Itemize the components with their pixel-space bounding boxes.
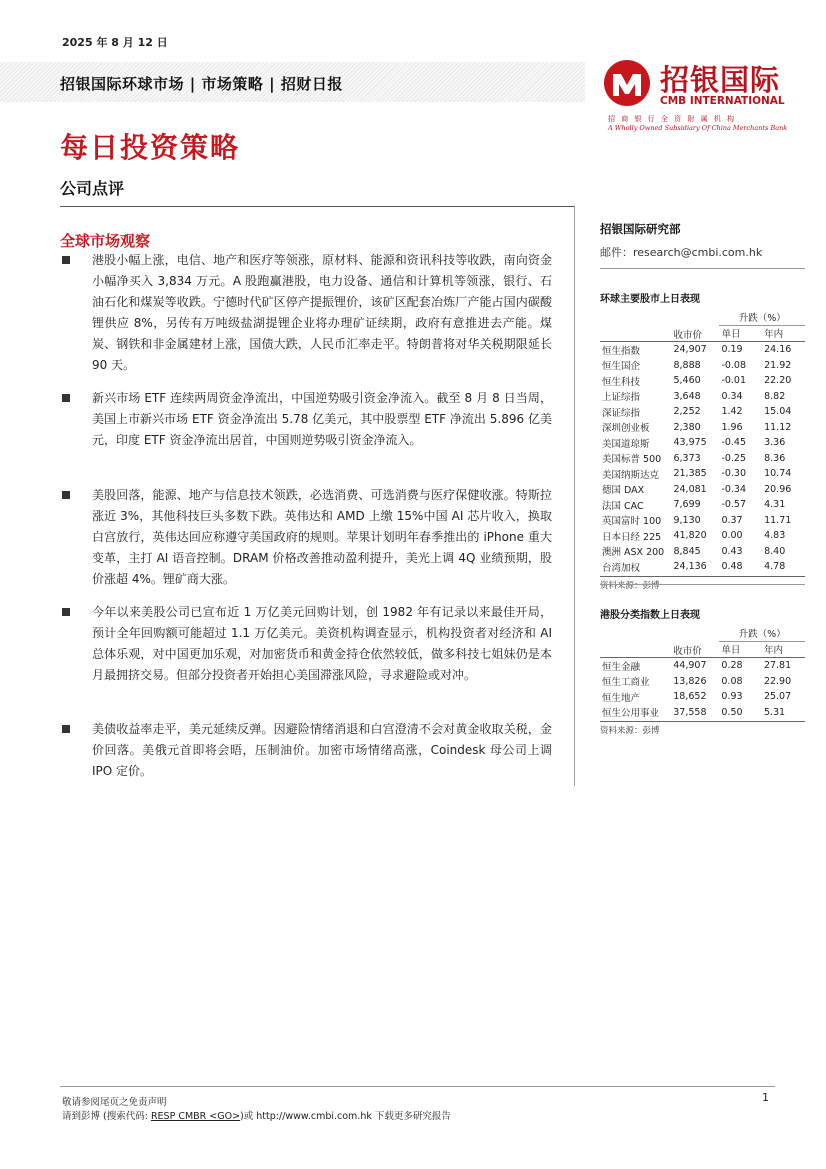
ytd-change: 8.82 (764, 390, 786, 402)
disclaimer-note: 敬请参阅尾页之免责声明 (62, 1097, 167, 1108)
index-name: 恒生金融 (602, 661, 641, 673)
page-number: 1 (762, 1091, 769, 1104)
table-row (600, 658, 805, 674)
index-name: 恒生公用事业 (602, 708, 660, 720)
col-day-header: 单日 (721, 329, 741, 341)
day-change: -0.08 (721, 359, 747, 371)
table-row (600, 358, 805, 374)
day-change: 0.37 (721, 514, 743, 526)
close-value: 37,558 (673, 706, 707, 718)
paragraph-us-stocks: 美股回落，能源、地产与信息技术领跌，必选消费、可选消费与医疗保健收涨。特斯拉涨近 3%，其他科技巨头多数下跌。英伟达和 AMD 上缴 15%中国 AI 芯片收入，换取白宫放行，英伟达回应称遵守美国政府的规则。苹果计划明年春季推出的 iPhone 重大变革，主打 AI 语音控制。DRAM 价格改善推动盈利提升，美光上调 4Q 业绩预期，股价涨超 4%。锂矿商大涨。 (92, 488, 552, 586)
index-name: 恒生工商业 (602, 677, 650, 689)
close-value: 5,460 (673, 375, 701, 387)
day-change: 1.42 (721, 406, 743, 418)
paragraph-em-etf: 新兴市场 ETF 连续两周资金净流出，中国逆势吸引资金净流入。截至 8 月 8 日当周，美国上市新兴市场 ETF 资金净流出 5.78 亿美元，其中股票型 ETF 净流出 5.896 亿美元，印度 ETF 资金净流出居首，中国则逆势吸引资金净流入。 (92, 391, 552, 447)
ytd-change: 4.78 (764, 561, 786, 573)
table-row (600, 513, 805, 529)
index-name: 美国道琼斯 (602, 438, 650, 450)
ytd-change: 10.74 (764, 468, 792, 480)
ytd-change: 27.81 (763, 660, 792, 672)
bloomberg-code-link[interactable]: RESP CMBR <GO> (150, 1111, 241, 1122)
page-subtitle: 公司点评 (60, 179, 125, 198)
ytd-change: 11.71 (764, 514, 792, 526)
ytd-change: 21.92 (764, 359, 792, 371)
day-change: -0.30 (721, 468, 747, 480)
close-value: 24,136 (673, 561, 707, 573)
ytd-change: 11.12 (764, 421, 792, 433)
ytd-change: 20.96 (764, 483, 792, 495)
page-title: 每日投资策略 (60, 131, 241, 164)
ytd-change: 15.04 (764, 406, 792, 418)
divider (600, 268, 805, 269)
col-ytd-header: 年内 (763, 645, 783, 657)
ytd-change: 22.20 (764, 375, 792, 387)
close-value: 3,648 (673, 390, 701, 402)
close-value: 13,826 (673, 675, 707, 687)
table-row (600, 373, 805, 389)
col-close-header: 收市价 (673, 330, 702, 341)
day-change: 0.93 (721, 691, 743, 703)
table-row (600, 497, 805, 513)
table-row (600, 404, 805, 420)
logo-tagline-cn: 招 商 银 行 全 资 附 属 机 构 (608, 115, 737, 123)
close-value: 41,820 (673, 530, 707, 542)
index-name: 深圳创业板 (602, 423, 650, 435)
ytd-change: 22.90 (763, 675, 792, 687)
table-source: 资料来源：彭博 (600, 576, 805, 591)
index-name: 美国纳斯达克 (602, 469, 660, 481)
index-name: 澳洲 ASX 200 (602, 547, 665, 559)
day-change: 0.43 (721, 545, 743, 557)
close-value: 43,975 (673, 437, 707, 449)
close-value: 21,385 (673, 468, 707, 480)
index-name: 台湾加权 (602, 562, 641, 574)
table-title: 港股分类指数上日表现 (600, 610, 700, 621)
day-change: 1.96 (721, 421, 743, 433)
paragraph-bonds-commodities: 美债收益率走平，美元延续反弹。因避险情绪消退和白宫澄清不会对黄金收取关税，金价回落。美俄元首即将会晤，压制油价。加密市场情绪高涨，Coindesk 母公司上调 IPO 定价。 (92, 722, 552, 778)
close-value: 2,380 (673, 421, 701, 433)
footer-download-note (62, 1108, 451, 1122)
bullet-icon (62, 491, 70, 499)
day-change: 0.08 (721, 675, 743, 687)
index-name: 恒生国企 (602, 361, 641, 373)
col-day-header: 单日 (721, 645, 741, 657)
col-ytd-header: 年内 (764, 329, 784, 341)
report-date: 2025 年 8 月 12 日 (62, 36, 168, 49)
day-change: 0.19 (721, 344, 743, 356)
ytd-change: 4.31 (764, 499, 786, 511)
close-value: 24,907 (673, 344, 707, 356)
ytd-change: 8.40 (764, 545, 786, 557)
ytd-change: 24.16 (764, 344, 792, 356)
bullet-icon (62, 394, 70, 402)
table-row (600, 435, 805, 451)
table-row (600, 674, 805, 690)
ytd-change: 8.36 (764, 452, 786, 464)
col-change-header: 升跌（%） (719, 309, 805, 325)
paragraph-buybacks: 今年以来美股公司已宣布近 1 万亿美元回购计划，创 1982 年有记录以来最佳开局，预计全年回购额可能超过 1.1 万亿美元。美资机构调查显示，机构投资者对经济和 AI 总体乐观，对中国更加乐观，对加密货币和黄金持仓依然较低，做多科技七姐妹仍是本月最拥挤交易。但部分投资者开始担心美国滞涨风险，寻求避险或对冲。 (92, 605, 552, 682)
table-title: 环球主要股市上日表现 (600, 294, 700, 305)
close-value: 44,907 (673, 660, 707, 672)
index-name: 英国富时 100 (602, 516, 662, 528)
footer-divider (60, 1086, 775, 1087)
day-change: -0.34 (721, 483, 747, 495)
header-line: 招银国际环球市场 | 市场策略 | 招财日报 (60, 75, 343, 93)
global-markets-table (600, 290, 805, 591)
bullet-icon (62, 256, 70, 264)
hk-sector-table (600, 606, 805, 736)
day-change: -0.01 (721, 375, 747, 387)
logo-tagline-en: A Wholly Owned Subsidiary Of China Merchants Bank (608, 124, 788, 132)
paragraph-hk-a-shares: 港股小幅上涨，电信、地产和医疗等领涨，原材料、能源和资讯科技等收跌，南向资金小幅净买入 3,834 万元。A 股跑赢港股，电力设备、通信和计算机等领涨，银行、石油石化和煤炭等收跌。宁德时代矿区停产提振锂价，该矿区配套冶炼厂产能占国内碳酸锂供应 8%，另传有万吨级盐湖提锂企业将办理矿证续期，政府有意推进去产能。煤炭、钢铁和非金属建材上涨，国债大跌，人民币汇率走平。特朗普将对华关税期限延长 90 天。 (92, 253, 552, 372)
table-row (600, 389, 805, 405)
table-row (600, 466, 805, 482)
divider (60, 206, 575, 207)
table-row (600, 689, 805, 705)
close-value: 7,699 (673, 499, 701, 511)
day-change: 0.34 (721, 390, 743, 402)
column-divider (574, 206, 575, 786)
day-change: 0.28 (721, 660, 743, 672)
contact-email[interactable]: 邮件：research@cmbi.com.hk (600, 246, 763, 259)
index-name: 恒生地产 (602, 692, 641, 704)
index-name: 德国 DAX (602, 485, 645, 497)
day-change: 0.48 (721, 561, 743, 573)
table-source: 资料来源：彭博 (600, 721, 805, 736)
table-row (600, 705, 805, 721)
bullet-icon (62, 608, 70, 616)
logo-english-name: CMB INTERNATIONAL (660, 95, 785, 107)
index-name: 深证综指 (602, 407, 641, 419)
close-value: 18,652 (673, 691, 707, 703)
ytd-change: 25.07 (763, 691, 792, 703)
table-row (600, 544, 805, 560)
close-value: 8,888 (673, 359, 701, 371)
bullet-icon (62, 725, 70, 733)
sidebar (600, 221, 805, 260)
day-change: -0.45 (721, 437, 747, 449)
index-name: 恒生指数 (602, 345, 641, 357)
close-value: 24,081 (673, 483, 707, 495)
table-row (600, 482, 805, 498)
day-change: -0.57 (721, 499, 747, 511)
col-close-header: 收市价 (673, 646, 702, 657)
close-value: 9,130 (673, 514, 701, 526)
table-row (600, 559, 805, 575)
close-value: 6,373 (673, 452, 701, 464)
ytd-change: 3.36 (764, 437, 786, 449)
index-name: 恒生科技 (602, 376, 641, 388)
day-change: -0.25 (721, 452, 747, 464)
close-value: 2,252 (673, 406, 701, 418)
ytd-change: 4.83 (764, 530, 786, 542)
logo-chinese-name: 招银国际 (660, 63, 781, 97)
day-change: 0.00 (721, 530, 743, 542)
research-dept: 招银国际研究部 (600, 222, 681, 236)
day-change: 0.50 (721, 706, 743, 718)
table-row (600, 420, 805, 436)
index-name: 美国标普 500 (602, 454, 662, 466)
index-name: 上证综指 (602, 392, 641, 404)
close-value: 8,845 (673, 545, 701, 557)
ytd-change: 5.31 (763, 706, 786, 718)
table-row (600, 451, 805, 467)
table-row (600, 528, 805, 544)
col-change-header: 升跌（%） (719, 625, 805, 641)
section-title: 全球市场观察 (60, 232, 151, 250)
divider (600, 584, 805, 585)
footer-text: )或 http://www.cmbi.com.hk 下载更多研究报告 (240, 1111, 451, 1122)
index-name: 法国 CAC (602, 500, 644, 512)
footer-text: 请到彭博 (搜索代码: (62, 1111, 151, 1122)
cmbi-logo-icon (601, 58, 653, 108)
index-name: 日本日经 225 (602, 531, 662, 543)
table-row (600, 342, 805, 358)
